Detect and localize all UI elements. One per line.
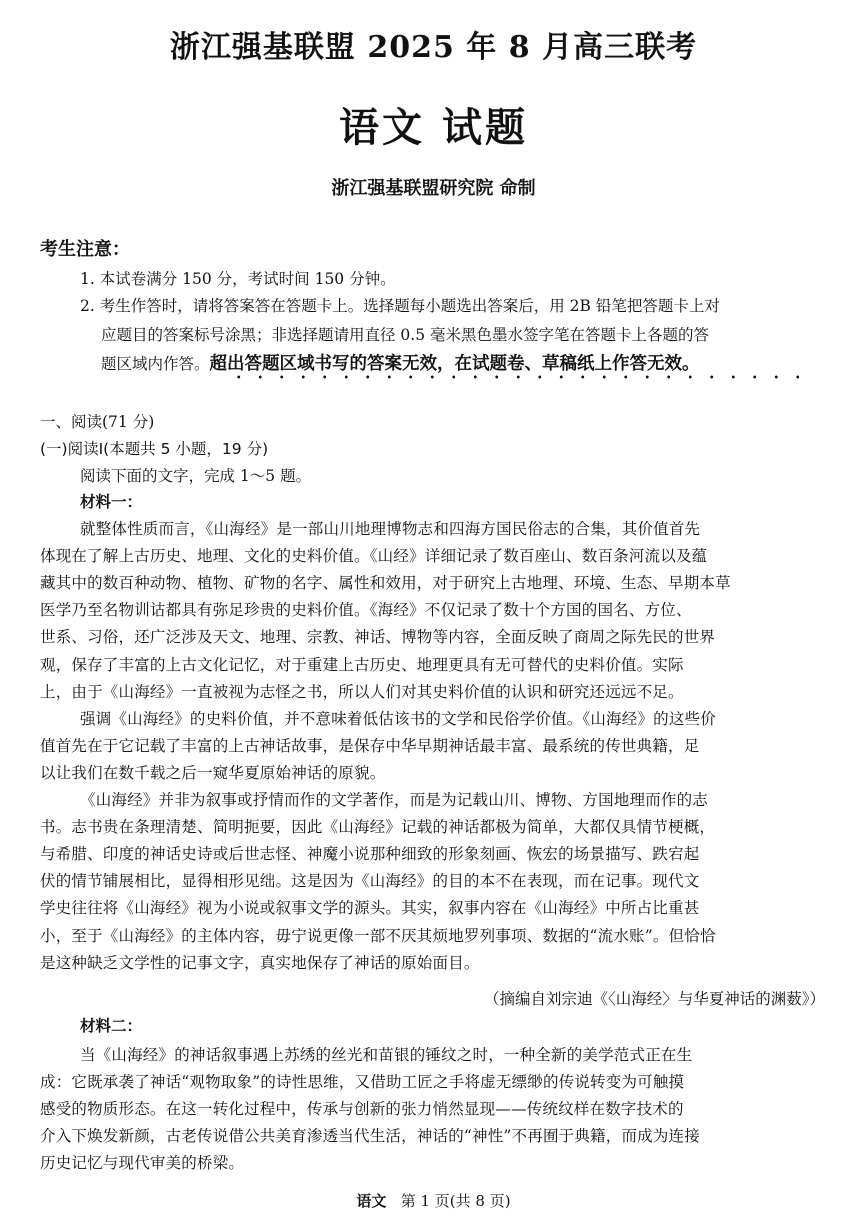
paragraph-line: 强调《山海经》的史料价值，并不意味着低估该书的文学和民俗学价值。《山海经》的这些价 (80, 709, 716, 728)
notice-item-2-line-2: 应题目的答案标号涂黑；非选择题请用直径 0.5 毫米黑色墨水签字笔在答题卡上各题的答 (101, 326, 710, 344)
exam-title: 浙江强基联盟 2025 年 8 月高三联考 (169, 30, 698, 65)
part-heading: 一、阅读(71 分) (40, 413, 155, 431)
paragraph-line: 医学乃至名物训诂都具有弥足珍贵的史料价值。《海经》不仅记录了数十个方国的国名、方位、 (40, 601, 692, 620)
paragraph-line: 《山海经》并非为叙事或抒情而作的文学著作，而是为记载山川、博物、方国地理而作的志 (80, 791, 709, 809)
paragraph-line: 成：它既承袭了神话“观物取象”的诗性思维，又借助工匠之手将虚无缥缈的传说转变为可触摸 (40, 1073, 685, 1092)
material-1-label: 材料一： (80, 493, 143, 511)
paragraph-line: 就整体性质而言，《山海经》是一部山川地理博物志和四海方国民俗志的合集，其价值首先 (80, 520, 701, 538)
paragraph-line: 小，至于《山海经》的主体内容，毋宁说更像一部不厌其烦地罗列事项、数据的“流水账”。但恰恰 (40, 926, 716, 945)
paragraph-line: 书。志书贵在条理清楚、简明扼要，因此《山海经》记载的神话都极为简单，大都仅具情节梗概， (40, 818, 716, 837)
paragraph-line: 历史记忆与现代审美的桥梁。 (40, 1154, 245, 1173)
material-1-source: （摘编自刘宗迪《〈山海经〉与华夏神话的渊薮》） (483, 990, 825, 1008)
notice-item-2-plain: 题区域内作答。 (101, 355, 210, 373)
notice-item-2-line-3 (101, 350, 700, 375)
paragraph-line: 世系、习俗，还广泛涉及天文、地理、宗教、神话、博物等内容，全面反映了商周之际先民的世界 (40, 628, 716, 647)
paragraph-line: 与希腊、印度的神话史诗或后世志怪、神魔小说那种细致的形象刻画、恢宏的场景描写、跌宕起 (40, 845, 700, 864)
emphasis-dots (228, 374, 808, 380)
notice-heading: 考生注意： (40, 239, 130, 260)
paragraph-line: 上，由于《山海经》一直被视为志怪之书，所以人们对其史料价值的认识和研究还远远不足。 (40, 682, 684, 701)
paragraph-line: 是这种缺乏文学性的记事文字，真实地保存了神话的原始面目。 (40, 953, 480, 972)
paragraph-line: 伏的情节铺展相比，显得相形见绌。这是因为《山海经》的目的本不在表现，而在记事。现代文 (40, 872, 700, 891)
notice-item-1: 1. 本试卷满分 150 分，考试时间 150 分钟。 (80, 270, 396, 288)
paragraph-line: 感受的物质形态。在这一转化过程中，传承与创新的张力悄然显现——传统纹样在数字技术的 (40, 1100, 684, 1119)
paragraph-line: 当《山海经》的神话叙事遇上苏绣的丝光和苗银的锤纹之时，一种全新的美学范式正在生 (80, 1046, 693, 1064)
notice-item-2-line-1: 2. 考生作答时，请将答案答在答题卡上。选择题每小题选出答案后，用 2B 铅笔把答题卡上对 (80, 297, 720, 315)
author-line: 浙江强基联盟研究院 命制 (331, 178, 536, 199)
notice-emphasis: 超出答题区域书写的答案无效，在试题卷、草稿纸上作答无效。 (209, 354, 700, 374)
instruction: 阅读下面的文字，完成 1～5 题。 (80, 467, 312, 485)
paragraph-line: 以让我们在数千载之后一窥华夏原始神话的原貌。 (40, 763, 386, 782)
paragraph-line: 藏其中的数百种动物、植物、矿物的名字、属性和效用，对于研究上古地理、环境、生态、早期本草 (40, 574, 731, 593)
paragraph-line: 值首先在于它记载了丰富的上古神话故事，是保存中华早期神话最丰富、最系统的传世典籍，足 (40, 736, 700, 755)
page-footer (0, 1190, 867, 1211)
paragraph-line: 学史往往将《山海经》视为小说或叙事文学的源头。其实，叙事内容在《山海经》中所占比重甚 (40, 899, 700, 918)
footer-page-number: 第 1 页(共 8 页) (400, 1192, 511, 1210)
paragraph-line: 介入下焕发新颜，古老传说借公共美育渗透当代生活，神话的“神性”不再囿于典籍，而成为连接 (40, 1127, 700, 1146)
paragraph-line: 体现在了解上古历史、地理、文化的史料价值。《山经》详细记录了数百座山、数百条河流以及蕴 (40, 547, 708, 566)
subsection-heading: (一)阅读Ⅰ(本题共 5 小题，19 分) (40, 440, 269, 458)
paragraph-line: 观，保存了丰富的上古文化记忆，对于重建上古历史、地理更具有无可替代的史料价值。实际 (40, 655, 684, 674)
footer-subject: 语文 (356, 1192, 387, 1210)
material-2-label: 材料二： (80, 1017, 143, 1035)
subject-title: 语文 试题 (339, 104, 528, 151)
